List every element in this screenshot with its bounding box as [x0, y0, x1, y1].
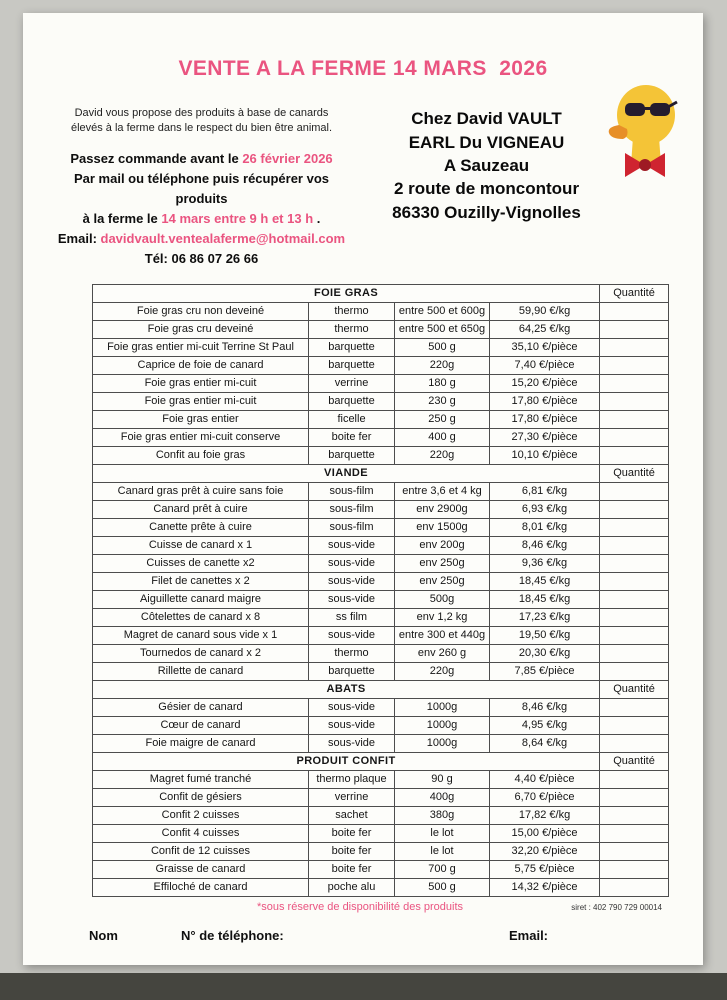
quantity-input-cell: [600, 842, 669, 860]
weight-cell: 500 g: [395, 338, 490, 356]
table-row: [93, 860, 669, 878]
weight-cell: env 250g: [395, 572, 490, 590]
price-cell: 6,81 €/kg: [490, 482, 600, 500]
address-line-3: A Sauzeau: [443, 155, 530, 175]
product-name-cell: Foie gras entier mi-cuit: [93, 392, 309, 410]
product-name-cell: Aiguillette canard maigre: [93, 590, 309, 608]
price-cell: 17,23 €/kg: [490, 608, 600, 626]
weight-cell: 400 g: [395, 428, 490, 446]
pickup-suffix: .: [313, 211, 321, 227]
table-row: [93, 518, 669, 536]
weight-cell: le lot: [395, 842, 490, 860]
quantity-input-cell: [600, 446, 669, 464]
quantity-column-header: Quantité: [600, 464, 669, 482]
weight-cell: 180 g: [395, 374, 490, 392]
product-name-cell: Magret de canard sous vide x 1: [93, 626, 309, 644]
packaging-cell: sous-vide: [309, 554, 395, 572]
weight-cell: 500g: [395, 590, 490, 608]
weight-cell: 250 g: [395, 410, 490, 428]
address-line-5: 86330 Ouzilly-Vignolles: [392, 202, 581, 222]
price-cell: 7,40 €/pièce: [490, 356, 600, 374]
table-row: [93, 716, 669, 734]
intro-text: [49, 106, 354, 136]
quantity-input-cell: [600, 554, 669, 572]
packaging-cell: boite fer: [309, 824, 395, 842]
email-line: [49, 229, 354, 249]
packaging-cell: thermo plaque: [309, 770, 395, 788]
packaging-cell: thermo: [309, 320, 395, 338]
packaging-cell: sous-vide: [309, 716, 395, 734]
product-name-cell: Canard prêt à cuire: [93, 500, 309, 518]
address-line-1: Chez David VAULT: [411, 109, 562, 129]
weight-cell: 500 g: [395, 878, 490, 896]
order-deadline-date: 26 février 2026: [242, 150, 333, 166]
price-cell: 15,00 €/pièce: [490, 824, 600, 842]
table-row: [93, 356, 669, 374]
weight-cell: 230 g: [395, 392, 490, 410]
weight-cell: 1000g: [395, 698, 490, 716]
address-line-4: 2 route de moncontour: [393, 179, 580, 199]
product-name-cell: Foie gras cru deveiné: [93, 320, 309, 338]
packaging-cell: ss film: [309, 608, 395, 626]
quantity-input-cell: [600, 608, 669, 626]
quantity-input-cell: [600, 392, 669, 410]
quantity-input-cell: [600, 536, 669, 554]
table-row: [93, 788, 669, 806]
product-name-cell: Rillette de canard: [93, 662, 309, 680]
weight-cell: 1000g: [395, 734, 490, 752]
price-cell: 10,10 €/pièce: [490, 446, 600, 464]
product-name-cell: Canette prête à cuire: [93, 518, 309, 536]
quantity-input-cell: [600, 878, 669, 896]
order-method-line: Par mail ou téléphone puis récupérer vos produits: [73, 170, 330, 207]
quantity-input-cell: [600, 824, 669, 842]
packaging-cell: sous-vide: [309, 536, 395, 554]
quantity-input-cell: [600, 302, 669, 320]
quantity-input-cell: [600, 482, 669, 500]
product-name-cell: Confit au foie gras: [93, 446, 309, 464]
quantity-input-cell: [600, 320, 669, 338]
weight-cell: 220g: [395, 356, 490, 374]
packaging-cell: boite fer: [309, 842, 395, 860]
weight-cell: env 1,2 kg: [395, 608, 490, 626]
pickup-line: [49, 209, 354, 229]
quantity-input-cell: [600, 428, 669, 446]
quantity-input-cell: [600, 716, 669, 734]
price-cell: 59,90 €/kg: [490, 302, 600, 320]
packaging-cell: sous-film: [309, 518, 395, 536]
price-cell: 5,75 €/pièce: [490, 860, 600, 878]
weight-cell: env 200g: [395, 536, 490, 554]
price-cell: 19,50 €/kg: [490, 626, 600, 644]
packaging-cell: barquette: [309, 392, 395, 410]
price-cell: 7,85 €/pièce: [490, 662, 600, 680]
quantity-input-cell: [600, 860, 669, 878]
price-cell: 35,10 €/pièce: [490, 338, 600, 356]
product-name-cell: Confit 2 cuisses: [93, 806, 309, 824]
price-cell: 14,32 €/pièce: [490, 878, 600, 896]
customer-info-line: [23, 928, 703, 946]
price-cell: 4,95 €/kg: [490, 716, 600, 734]
table-row: [93, 842, 669, 860]
availability-footnote: *sous réserve de disponibilité des produits: [256, 900, 464, 913]
quantity-input-cell: [600, 374, 669, 392]
table-row: [93, 554, 669, 572]
packaging-cell: sachet: [309, 806, 395, 824]
price-cell: 8,64 €/kg: [490, 734, 600, 752]
quantity-input-cell: [600, 518, 669, 536]
product-name-cell: Foie gras entier mi-cuit Terrine St Paul: [93, 338, 309, 356]
product-name-cell: Cuisse de canard x 1: [93, 536, 309, 554]
weight-cell: 400g: [395, 788, 490, 806]
packaging-cell: sous-film: [309, 482, 395, 500]
siret-number: siret : 402 790 729 00014: [571, 902, 662, 912]
duck-mascot-image: [605, 81, 685, 183]
name-label: Nom: [89, 927, 118, 943]
price-cell: 17,80 €/pièce: [490, 392, 600, 410]
price-cell: 8,46 €/kg: [490, 698, 600, 716]
quantity-input-cell: [600, 806, 669, 824]
table-row: [93, 482, 669, 500]
table-row: [93, 698, 669, 716]
table-row: [93, 734, 669, 752]
table-row: [93, 410, 669, 428]
price-cell: 64,25 €/kg: [490, 320, 600, 338]
price-cell: 18,45 €/kg: [490, 590, 600, 608]
price-cell: 4,40 €/pièce: [490, 770, 600, 788]
order-deadline-line: [49, 149, 354, 169]
section-title: ABATS: [93, 680, 600, 698]
weight-cell: entre 500 et 650g: [395, 320, 490, 338]
price-cell: 6,70 €/pièce: [490, 788, 600, 806]
product-name-cell: Cuisses de canette x2: [93, 554, 309, 572]
weight-cell: env 2900g: [395, 500, 490, 518]
product-name-cell: Foie maigre de canard: [93, 734, 309, 752]
weight-cell: env 260 g: [395, 644, 490, 662]
packaging-cell: barquette: [309, 662, 395, 680]
quantity-input-cell: [600, 698, 669, 716]
weight-cell: 220g: [395, 662, 490, 680]
pickup-date: 14 mars entre 9 h et 13 h: [161, 211, 314, 227]
weight-cell: 700 g: [395, 860, 490, 878]
section-header-row: [93, 284, 669, 302]
packaging-cell: poche alu: [309, 878, 395, 896]
header-right-column: [354, 95, 677, 270]
weight-cell: entre 300 et 440g: [395, 626, 490, 644]
product-name-cell: Confit de 12 cuisses: [93, 842, 309, 860]
product-name-cell: Magret fumé tranché: [93, 770, 309, 788]
quantity-input-cell: [600, 500, 669, 518]
table-row: [93, 824, 669, 842]
quantity-column-header: Quantité: [600, 752, 669, 770]
product-name-cell: Côtelettes de canard x 8: [93, 608, 309, 626]
email-label: Email:: [57, 231, 101, 247]
price-cell: 8,01 €/kg: [490, 518, 600, 536]
table-row: [93, 662, 669, 680]
packaging-cell: verrine: [309, 788, 395, 806]
quantity-input-cell: [600, 572, 669, 590]
section-header-row: [93, 752, 669, 770]
intro-line-2: élevés à la ferme dans le respect du bien être animal.: [70, 121, 333, 134]
weight-cell: 380g: [395, 806, 490, 824]
quantity-input-cell: [600, 788, 669, 806]
packaging-cell: verrine: [309, 374, 395, 392]
product-name-cell: Effiloché de canard: [93, 878, 309, 896]
table-row: [93, 878, 669, 896]
price-cell: 20,30 €/kg: [490, 644, 600, 662]
quantity-input-cell: [600, 734, 669, 752]
quantity-input-cell: [600, 338, 669, 356]
product-name-cell: Foie gras entier mi-cuit: [93, 374, 309, 392]
price-cell: 32,20 €/pièce: [490, 842, 600, 860]
section-title: PRODUIT CONFIT: [93, 752, 600, 770]
table-row: [93, 572, 669, 590]
quantity-input-cell: [600, 590, 669, 608]
section-title: VIANDE: [93, 464, 600, 482]
product-name-cell: Graisse de canard: [93, 860, 309, 878]
header-block: [23, 95, 703, 270]
packaging-cell: sous-film: [309, 500, 395, 518]
order-deadline-prefix: Passez commande avant le: [70, 150, 243, 166]
price-cell: 6,93 €/kg: [490, 500, 600, 518]
quantity-input-cell: [600, 356, 669, 374]
price-cell: 15,20 €/pièce: [490, 374, 600, 392]
table-row: [93, 320, 669, 338]
price-cell: 8,46 €/kg: [490, 536, 600, 554]
table-row: [93, 338, 669, 356]
packaging-cell: barquette: [309, 338, 395, 356]
weight-cell: 90 g: [395, 770, 490, 788]
table-row: [93, 392, 669, 410]
product-name-cell: Canard gras prêt à cuire sans foie: [93, 482, 309, 500]
section-title: FOIE GRAS: [93, 284, 600, 302]
quantity-column-header: Quantité: [600, 284, 669, 302]
packaging-cell: sous-vide: [309, 626, 395, 644]
table-row: [93, 374, 669, 392]
packaging-cell: thermo: [309, 644, 395, 662]
table-row: [93, 608, 669, 626]
table-row: [93, 770, 669, 788]
intro-line-1: David vous propose des produits à base de canards: [74, 107, 329, 120]
price-cell: 18,45 €/kg: [490, 572, 600, 590]
quantity-input-cell: [600, 770, 669, 788]
order-instructions: [49, 149, 354, 270]
below-table-notes: [92, 901, 668, 916]
product-name-cell: Foie gras cru non deveiné: [93, 302, 309, 320]
table-row: [93, 428, 669, 446]
packaging-cell: barquette: [309, 356, 395, 374]
weight-cell: entre 3,6 et 4 kg: [395, 482, 490, 500]
section-header-row: [93, 464, 669, 482]
table-row: [93, 626, 669, 644]
packaging-cell: barquette: [309, 446, 395, 464]
quantity-input-cell: [600, 662, 669, 680]
table-row: [93, 536, 669, 554]
packaging-cell: sous-vide: [309, 590, 395, 608]
header-left-column: [49, 95, 354, 270]
packaging-cell: ficelle: [309, 410, 395, 428]
quantity-input-cell: [600, 410, 669, 428]
weight-cell: 1000g: [395, 716, 490, 734]
weight-cell: le lot: [395, 824, 490, 842]
weight-cell: env 1500g: [395, 518, 490, 536]
price-cell: 17,80 €/pièce: [490, 410, 600, 428]
page-title: VENTE A LA FERME 14 MARS 2026: [178, 57, 548, 80]
weight-cell: entre 500 et 600g: [395, 302, 490, 320]
price-cell: 17,82 €/kg: [490, 806, 600, 824]
quantity-column-header: Quantité: [600, 680, 669, 698]
product-name-cell: Caprice de foie de canard: [93, 356, 309, 374]
weight-cell: 220g: [395, 446, 490, 464]
quantity-input-cell: [600, 644, 669, 662]
product-name-cell: Foie gras entier mi-cuit conserve: [93, 428, 309, 446]
table-row: [93, 806, 669, 824]
product-name-cell: Confit 4 cuisses: [93, 824, 309, 842]
phone-line: Tél: 06 86 07 26 66: [144, 251, 259, 267]
packaging-cell: thermo: [309, 302, 395, 320]
product-name-cell: Tournedos de canard x 2: [93, 644, 309, 662]
phone-label: N° de téléphone:: [181, 927, 284, 943]
product-name-cell: Cœur de canard: [93, 716, 309, 734]
product-name-cell: Filet de canettes x 2: [93, 572, 309, 590]
table-row: [93, 590, 669, 608]
address-line-2: EARL Du VIGNEAU: [408, 132, 565, 152]
product-name-cell: Foie gras entier: [93, 410, 309, 428]
packaging-cell: sous-vide: [309, 572, 395, 590]
packaging-cell: boite fer: [309, 428, 395, 446]
table-row: [93, 446, 669, 464]
table-row: [93, 500, 669, 518]
price-cell: 27,30 €/pièce: [490, 428, 600, 446]
email-address: davidvault.ventealaferme@hotmail.com: [100, 231, 346, 247]
packaging-cell: boite fer: [309, 860, 395, 878]
table-row: [93, 302, 669, 320]
pickup-prefix: à la ferme le: [82, 211, 162, 227]
packaging-cell: sous-vide: [309, 734, 395, 752]
section-header-row: [93, 680, 669, 698]
weight-cell: env 250g: [395, 554, 490, 572]
price-table: [92, 284, 669, 897]
product-name-cell: Gésier de canard: [93, 698, 309, 716]
product-name-cell: Confit de gésiers: [93, 788, 309, 806]
scan-edge-band: [0, 973, 727, 1000]
footer-email-label: Email:: [509, 927, 549, 943]
scanned-order-form-page: [23, 13, 703, 965]
packaging-cell: sous-vide: [309, 698, 395, 716]
quantity-input-cell: [600, 626, 669, 644]
price-cell: 9,36 €/kg: [490, 554, 600, 572]
table-row: [93, 644, 669, 662]
